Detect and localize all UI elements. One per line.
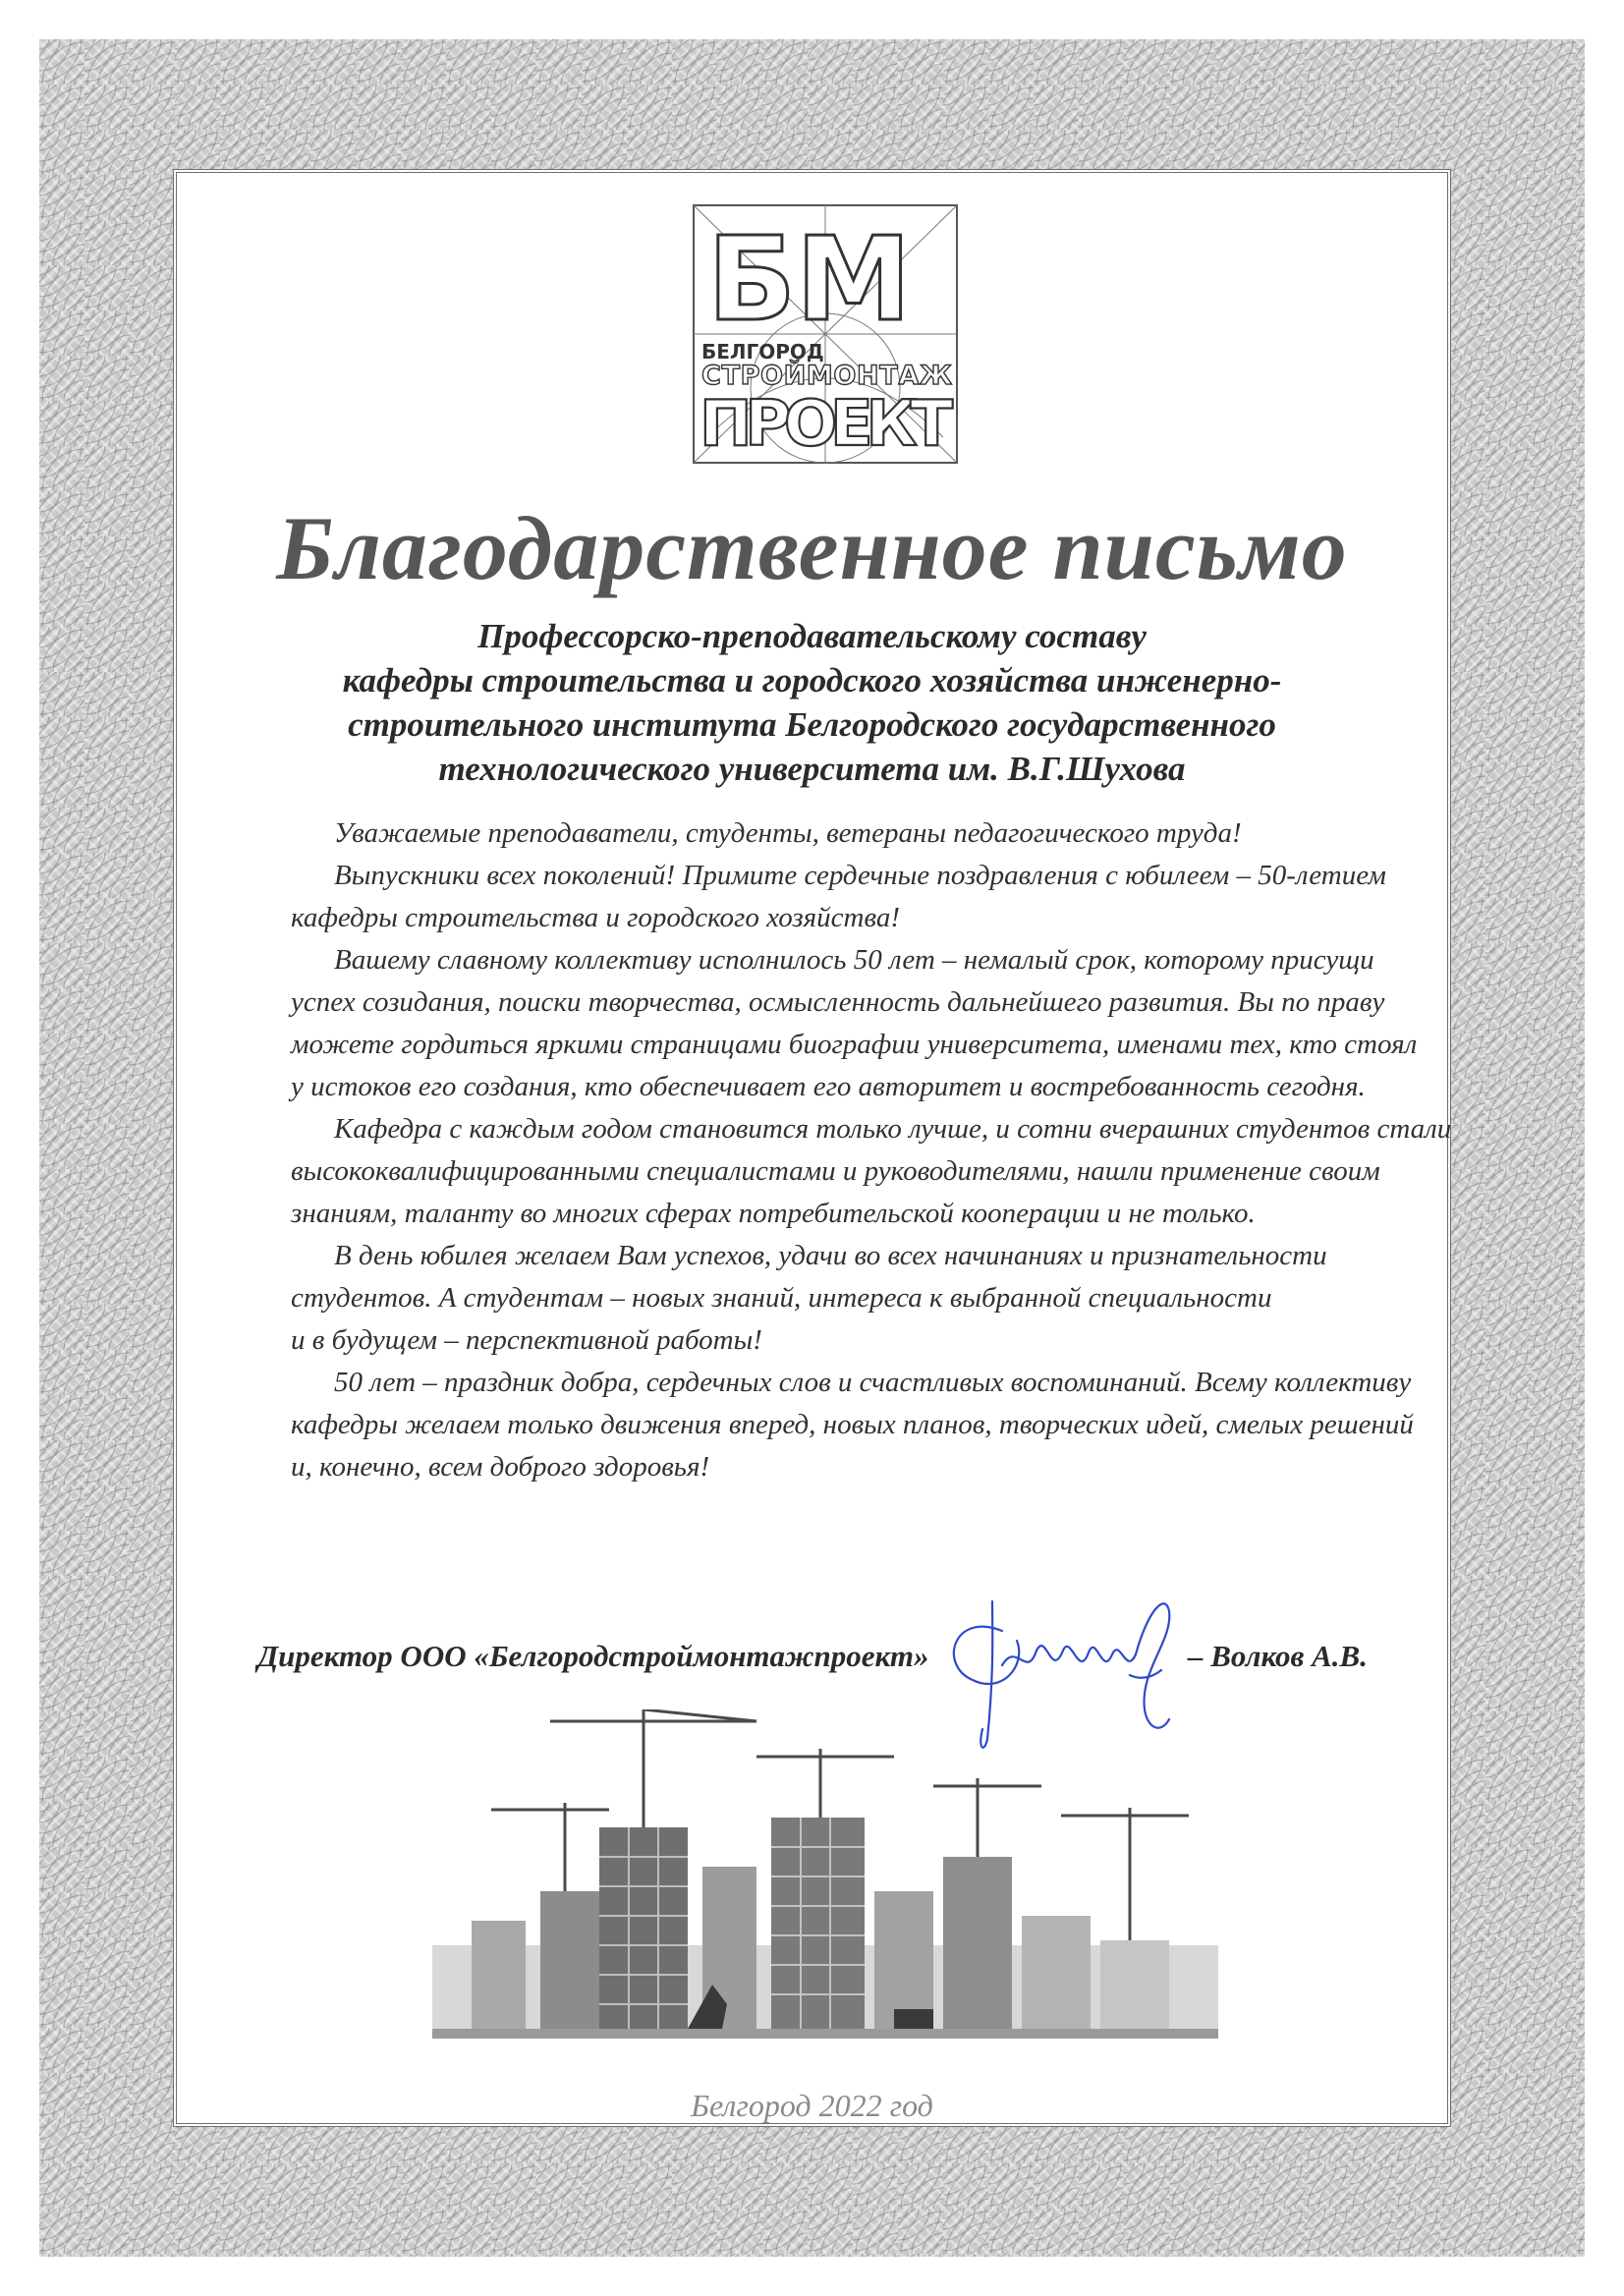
body-line: Выпускники всех поколений! Примите сердечные поздравления с юбилеем – 50-летием <box>334 860 1386 891</box>
logo-line-3: ПРОЕКТ <box>700 388 953 461</box>
recipient-line: строительного института Белгородского государственного <box>348 705 1276 744</box>
body-line: кафедры строительства и городского хозяйства! <box>291 902 901 933</box>
body-line: В день юбилея желаем Вам успехов, удачи во всех начинаниях и признательности <box>334 1240 1327 1271</box>
logo-line-1: БЕЛГОРОД <box>701 340 824 364</box>
body-line: высококвалифицированными специалистами и руководителями, нашли применение своим <box>291 1155 1380 1187</box>
logo-line-2: СТРОЙМОНТАЖ <box>701 361 952 391</box>
letter-body <box>291 812 1452 1488</box>
construction-skyline-illustration <box>432 1709 1218 2073</box>
recipient-block <box>295 614 1329 791</box>
body-line: Кафедра с каждым годом становится только лучше, и сотни вчерашних студентов стали <box>334 1113 1452 1145</box>
letter-title: Благодарственное письмо <box>276 498 1348 598</box>
recipient-line: Профессорско-преподавательскому составу <box>477 617 1147 655</box>
logo-monogram: БМ <box>707 211 912 347</box>
body-line: кафедры желаем только движения вперед, новых планов, творческих идей, смелых решений <box>291 1409 1414 1440</box>
body-line: Вашему славному коллективу исполнилось 50 лет – немалый срок, которому присущи <box>334 944 1374 976</box>
body-line: успех созидания, поиски творчества, осмысленность дальнейшего развития. Вы по праву <box>291 986 1385 1018</box>
signer-name: – Волков А.В. <box>1187 1639 1368 1673</box>
body-line: знаниям, таланту во многих сферах потребительской кооперации и не только. <box>291 1198 1256 1229</box>
body-line: Уважаемые преподаватели, студенты, ветераны педагогического труда! <box>334 817 1242 849</box>
company-logo <box>688 201 963 467</box>
body-line: можете гордиться яркими страницами биографии университета, именами тех, кто стоял <box>291 1029 1418 1060</box>
body-line: и в будущем – перспективной работы! <box>291 1324 762 1356</box>
recipient-line: технологического университета им. В.Г.Шухова <box>438 750 1186 788</box>
body-line: у истоков его создания, кто обеспечивает его авторитет и востребованность сегодня. <box>291 1071 1366 1102</box>
body-line: и, конечно, всем доброго здоровья! <box>291 1451 710 1483</box>
body-line: 50 лет – праздник добра, сердечных слов и счастливых воспоминаний. Всему коллективу <box>334 1367 1412 1398</box>
signer-position: Директор ООО «Белгородстроймонтажпроект» <box>257 1639 929 1673</box>
recipient-line: кафедры строительства и городского хозяйства инженерно- <box>342 661 1282 700</box>
body-line: студентов. А студентам – новых знаний, интереса к выбранной специальности <box>291 1282 1272 1314</box>
place-and-year: Белгород 2022 год <box>691 2088 933 2123</box>
signature-row <box>257 1631 1368 1680</box>
